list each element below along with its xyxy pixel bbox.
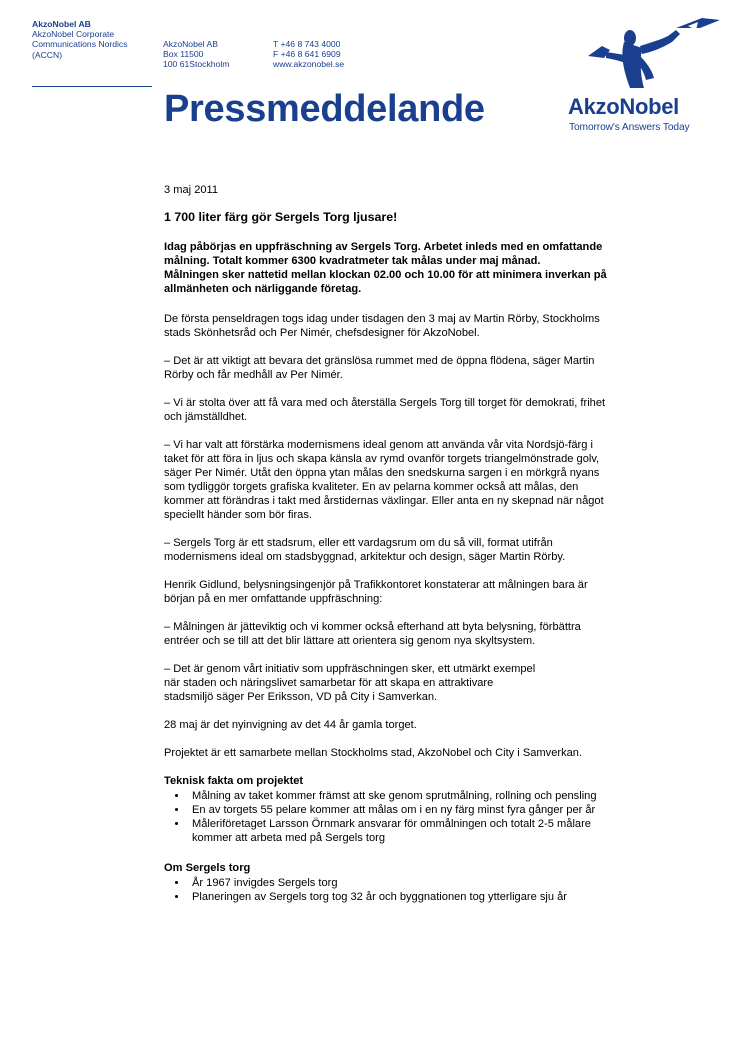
body-paragraph: De första penseldragen togs idag under tisdagen den 3 maj av Martin Rörby, Stockholms stads Skönhetsråd och Per Nimér, chefsdesigner för AkzoNobel. [164, 313, 600, 339]
body-paragraph: – Det är att viktigt att bevara det gränslösa rummet med de öppna flödena, säger Martin Rörby och får medhåll av Per Nimér. [164, 355, 595, 381]
company-name: AkzoNobel AB [32, 19, 91, 29]
body-paragraph: – Sergels Torg är ett stadsrum, eller ett vardagsrum om du så vill, format utifrån modernismens ideal om stadsbyggnad, arkitektur och design, säger Martin Rörby. [164, 537, 566, 563]
contact-info [273, 39, 344, 70]
fax: F +46 8 641 6909 [273, 49, 341, 60]
list-item: • Måleriföretaget Larsson Örnmark ansvarar för ommålningen och totalt 2-5 målare kommer att arbeta med på Sergels torg [188, 817, 684, 845]
body-paragraph: 28 maj är det nyinvigning av det 44 år gamla torget. [164, 719, 417, 731]
address-line: AkzoNobel AB [163, 39, 218, 49]
website-link[interactable]: www.akzonobel.se [273, 59, 345, 70]
akzonobel-figure-logo [580, 16, 720, 96]
address-line: 100 61Stockholm [163, 59, 230, 70]
address-line: Box 11500 [163, 49, 204, 60]
dept-line: Communications Nordics [32, 39, 128, 50]
page-title: Pressmeddelande [164, 88, 485, 130]
about-heading: Om Sergels torg [164, 862, 251, 874]
body-paragraph: – Det är genom vårt initiativ som uppfräschningen sker, ett utmärkt exempel när staden och näringslivet samarbetar för att skapa en attraktivare stadsmiljö säger Per Eriksson, VD på City i Samverkan. [164, 663, 536, 703]
press-release-body [164, 183, 684, 904]
body-paragraph: – Vi är stolta över att få vara med och återställa Sergels Torg till torget för demokrati, frihet och jämställdhet. [164, 397, 606, 423]
brand-tagline: Tomorrow's Answers Today [569, 122, 690, 133]
release-headline: 1 700 liter färg gör Sergels Torg ljusare! [164, 210, 398, 224]
body-paragraph: – Målningen är jätteviktig och vi kommer också efterhand att byta belysning, förbättra entréer och se till att det blir lättare att orientera sig genom nya skyltsystem. [164, 621, 581, 647]
body-paragraph: Projektet är ett samarbete mellan Stockholms stad, AkzoNobel och City i Samverkan. [164, 747, 583, 759]
sender-block [32, 19, 128, 60]
list-item: • En av torgets 55 pelare kommer att målas om i en ny färg minst fyra gånger per år [188, 803, 684, 817]
postal-address [163, 39, 229, 70]
dept-line: (ACCN) [32, 49, 63, 60]
list-item: • Målning av taket kommer främst att ske genom sprutmålning, rollning och pensling [188, 789, 684, 803]
lead-paragraph: Idag påbörjas en uppfräschning av Sergels Torg. Arbetet inleds med en omfattande målning. Totalt kommer 6300 kvadratmeter tak målas under maj månad. Målningen sker nattetid mellan klockan 02.00 och 10.00 för att minimera inverkan på allmänheten och närliggande företag. [164, 241, 607, 295]
facts-list [164, 789, 684, 845]
list-item: • Planeringen av Sergels torg tog 32 år och byggnationen tog ytterligare sju år [188, 890, 684, 904]
release-date: 3 maj 2011 [164, 184, 219, 196]
header-divider [32, 86, 152, 87]
list-item: • År 1967 invigdes Sergels torg [188, 876, 684, 890]
facts-heading: Teknisk fakta om projektet [164, 775, 304, 787]
brand-name: AkzoNobel [568, 94, 679, 119]
body-paragraph: Henrik Gidlund, belysningsingenjör på Trafikkontoret konstaterar att målningen bara är början på en mer omfattande uppfräschning: [164, 579, 588, 605]
phone: T +46 8 743 4000 [273, 39, 341, 49]
about-list [164, 876, 684, 904]
dept-line: AkzoNobel Corporate [32, 29, 115, 40]
body-paragraph: – Vi har valt att förstärka modernismens ideal genom att använda vår vita Nordsjö-färg i taket för att föra in ljus och skapa känsla av rymd ovanför torgets triangelmönstrade golv, säger Per Nimér. Utåt den öppna ytan målas den snedskurna sargen i en mörkgrå nyans som tydliggör torgets grafiska kvaliteter. En av pelarna kommer också att målas, den kommer att förändras i takt med årstidernas växlingar. Eller anta en ny skepnad när något speciellt händer som bör firas. [164, 439, 604, 521]
